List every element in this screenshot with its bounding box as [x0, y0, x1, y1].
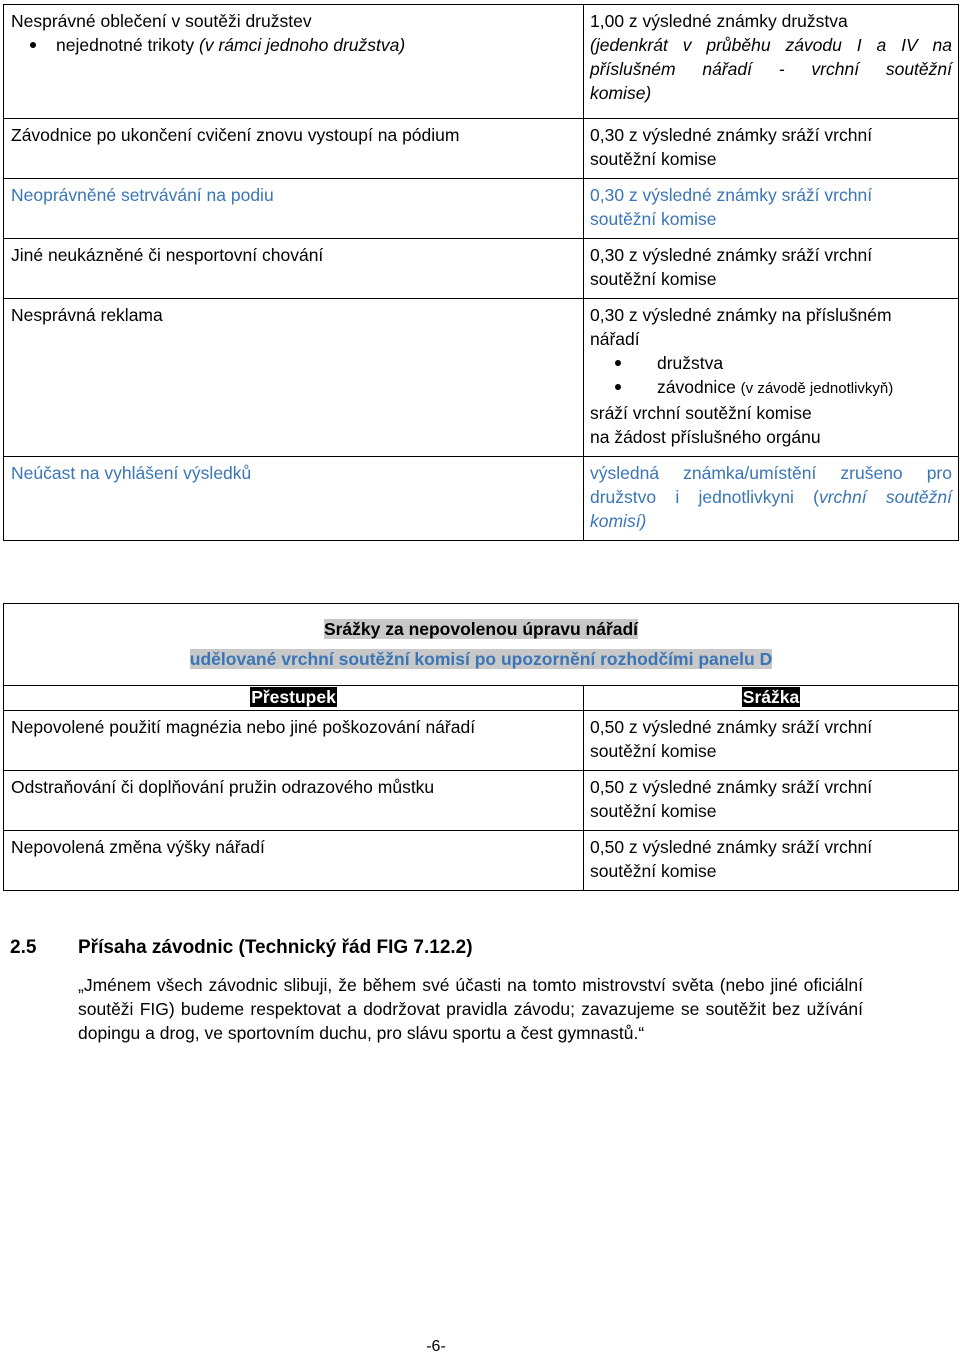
- table-row: [4, 457, 959, 541]
- bullet-note: (v rámci jednoho družstva): [199, 35, 406, 55]
- offense-text: Závodnice po ukončení cvičení znovu vystoupí na pódium: [11, 125, 460, 145]
- bullet-text: závodnice: [657, 377, 741, 397]
- penalty-line: 0,30 z výsledné známky sráží vrchní: [590, 125, 873, 145]
- penalty-line: 0,50 z výsledné známky sráží vrchní: [590, 777, 873, 797]
- table-header-row: [4, 604, 959, 686]
- penalty-cell: [584, 457, 959, 541]
- penalty-cell: [584, 5, 959, 119]
- bullet-list: [590, 351, 952, 401]
- penalty-line: komise): [590, 83, 652, 103]
- table-row: [4, 831, 959, 891]
- penalty-text: družstvo i jednotlivkyni (: [590, 487, 819, 507]
- table-title: Srážky za nepovolenou úpravu nářadí: [323, 619, 639, 639]
- offense-cell: [4, 5, 584, 119]
- penalty-line: 0,50 z výsledné známky sráží vrchní: [590, 837, 873, 857]
- offense-cell: [4, 771, 584, 831]
- penalty-line: 0,30 z výsledné známky na příslušném: [590, 305, 892, 325]
- bullet-text: družstva: [657, 353, 724, 373]
- section-number: 2.5: [10, 937, 37, 958]
- table-title-cell: [4, 604, 959, 686]
- table-row: [4, 5, 959, 119]
- column-header-label: Přestupek: [251, 687, 336, 707]
- offense-cell: [4, 831, 584, 891]
- column-header-penalty: [584, 686, 959, 711]
- penalty-line: 0,50 z výsledné známky sráží vrchní: [590, 717, 873, 737]
- bullet-text: nejednotné trikoty: [56, 35, 200, 55]
- penalty-line: soutěžní komise: [590, 269, 717, 289]
- penalty-cell: [584, 119, 959, 179]
- table-row: [4, 239, 959, 299]
- offense-text: Nepovolená změna výšky nářadí: [11, 837, 265, 857]
- table-row: [4, 119, 959, 179]
- offense-text: Nesprávná reklama: [11, 305, 163, 325]
- offense-cell: [4, 299, 584, 457]
- penalty-line: sráží vrchní soutěžní komise: [590, 403, 812, 423]
- offense-text: Nepovolené použití magnézia nebo jiné poškozování nářadí: [11, 717, 476, 737]
- table-row: [4, 179, 959, 239]
- penalty-line: [590, 485, 952, 509]
- list-item: [590, 351, 952, 375]
- table-subtitle: udělované vrchní soutěžní komisí po upozornění rozhodčími panelu D: [189, 649, 773, 669]
- penalty-line: komisí): [590, 511, 647, 531]
- offense-cell: [4, 239, 584, 299]
- bullet-note: (v závodě jednotlivkyň): [740, 380, 894, 397]
- page-number: -6-: [426, 1338, 446, 1355]
- penalty-cell: [584, 299, 959, 457]
- penalty-line: na žádost příslušného orgánu: [590, 427, 821, 447]
- offense-text: Neoprávněné setrvávání na podiu: [11, 185, 274, 205]
- table-row: [4, 299, 959, 457]
- list-item: [590, 375, 952, 401]
- offense-cell: [4, 179, 584, 239]
- penalty-cell: [584, 771, 959, 831]
- penalty-line: nářadí: [590, 329, 640, 349]
- penalty-cell: [584, 711, 959, 771]
- offense-cell: [4, 711, 584, 771]
- penalty-cell: [584, 831, 959, 891]
- section-heading: [10, 935, 473, 961]
- penalty-line: 0,30 z výsledné známky sráží vrchní: [590, 185, 873, 205]
- table-row: [4, 771, 959, 831]
- offense-text: Odstraňování či doplňování pružin odrazového můstku: [11, 777, 435, 797]
- list-item: [11, 33, 577, 57]
- penalty-line: (jedenkrát v průběhu závodu I a IV na: [590, 35, 952, 55]
- penalty-cell: [584, 179, 959, 239]
- penalty-cell: [584, 239, 959, 299]
- penalty-line: 0,30 z výsledné známky sráží vrchní: [590, 245, 873, 265]
- offense-cell: [4, 119, 584, 179]
- conduct-penalties-table: [3, 4, 959, 541]
- offense-text: Neúčast na vyhlášení výsledků: [11, 463, 252, 483]
- penalty-line: 1,00 z výsledné známky družstva: [590, 11, 848, 31]
- penalty-line: soutěžní komise: [590, 861, 717, 881]
- bullet-list: [11, 33, 577, 57]
- section-title: Přísaha závodnic (Technický řád FIG 7.12.2): [78, 937, 473, 958]
- oath-paragraph: „Jménem všech závodnic slibuji, že během své účasti na tomto mistrovství světa (nebo jiné oficiální soutěži FIG) budeme respektovat a dodržovat pravidla závodu; zavazujeme se soutěžit bez užívání dopingu a drog, ve sportovním duchu, pro slávu sportu a čest gymnastů.“: [78, 975, 863, 1043]
- offense-cell: [4, 457, 584, 541]
- penalty-line: soutěžní komise: [590, 801, 717, 821]
- penalty-line: příslušném nářadí - vrchní soutěžní: [590, 59, 952, 79]
- column-header-offense: [4, 686, 584, 711]
- offense-text: Jiné neukázněné či nesportovní chování: [11, 245, 324, 265]
- offense-text: Nesprávné oblečení v soutěži družstev: [11, 11, 312, 31]
- column-header-label: Srážka: [742, 687, 800, 707]
- column-header-row: [4, 686, 959, 711]
- apparatus-penalties-table: [3, 603, 959, 891]
- penalty-line: soutěžní komise: [590, 741, 717, 761]
- penalty-line: výsledná známka/umístění zrušeno pro: [590, 463, 952, 483]
- table-row: [4, 711, 959, 771]
- penalty-line: soutěžní komise: [590, 149, 717, 169]
- penalty-line: soutěžní komise: [590, 209, 717, 229]
- penalty-text: vrchní soutěžní: [818, 487, 952, 507]
